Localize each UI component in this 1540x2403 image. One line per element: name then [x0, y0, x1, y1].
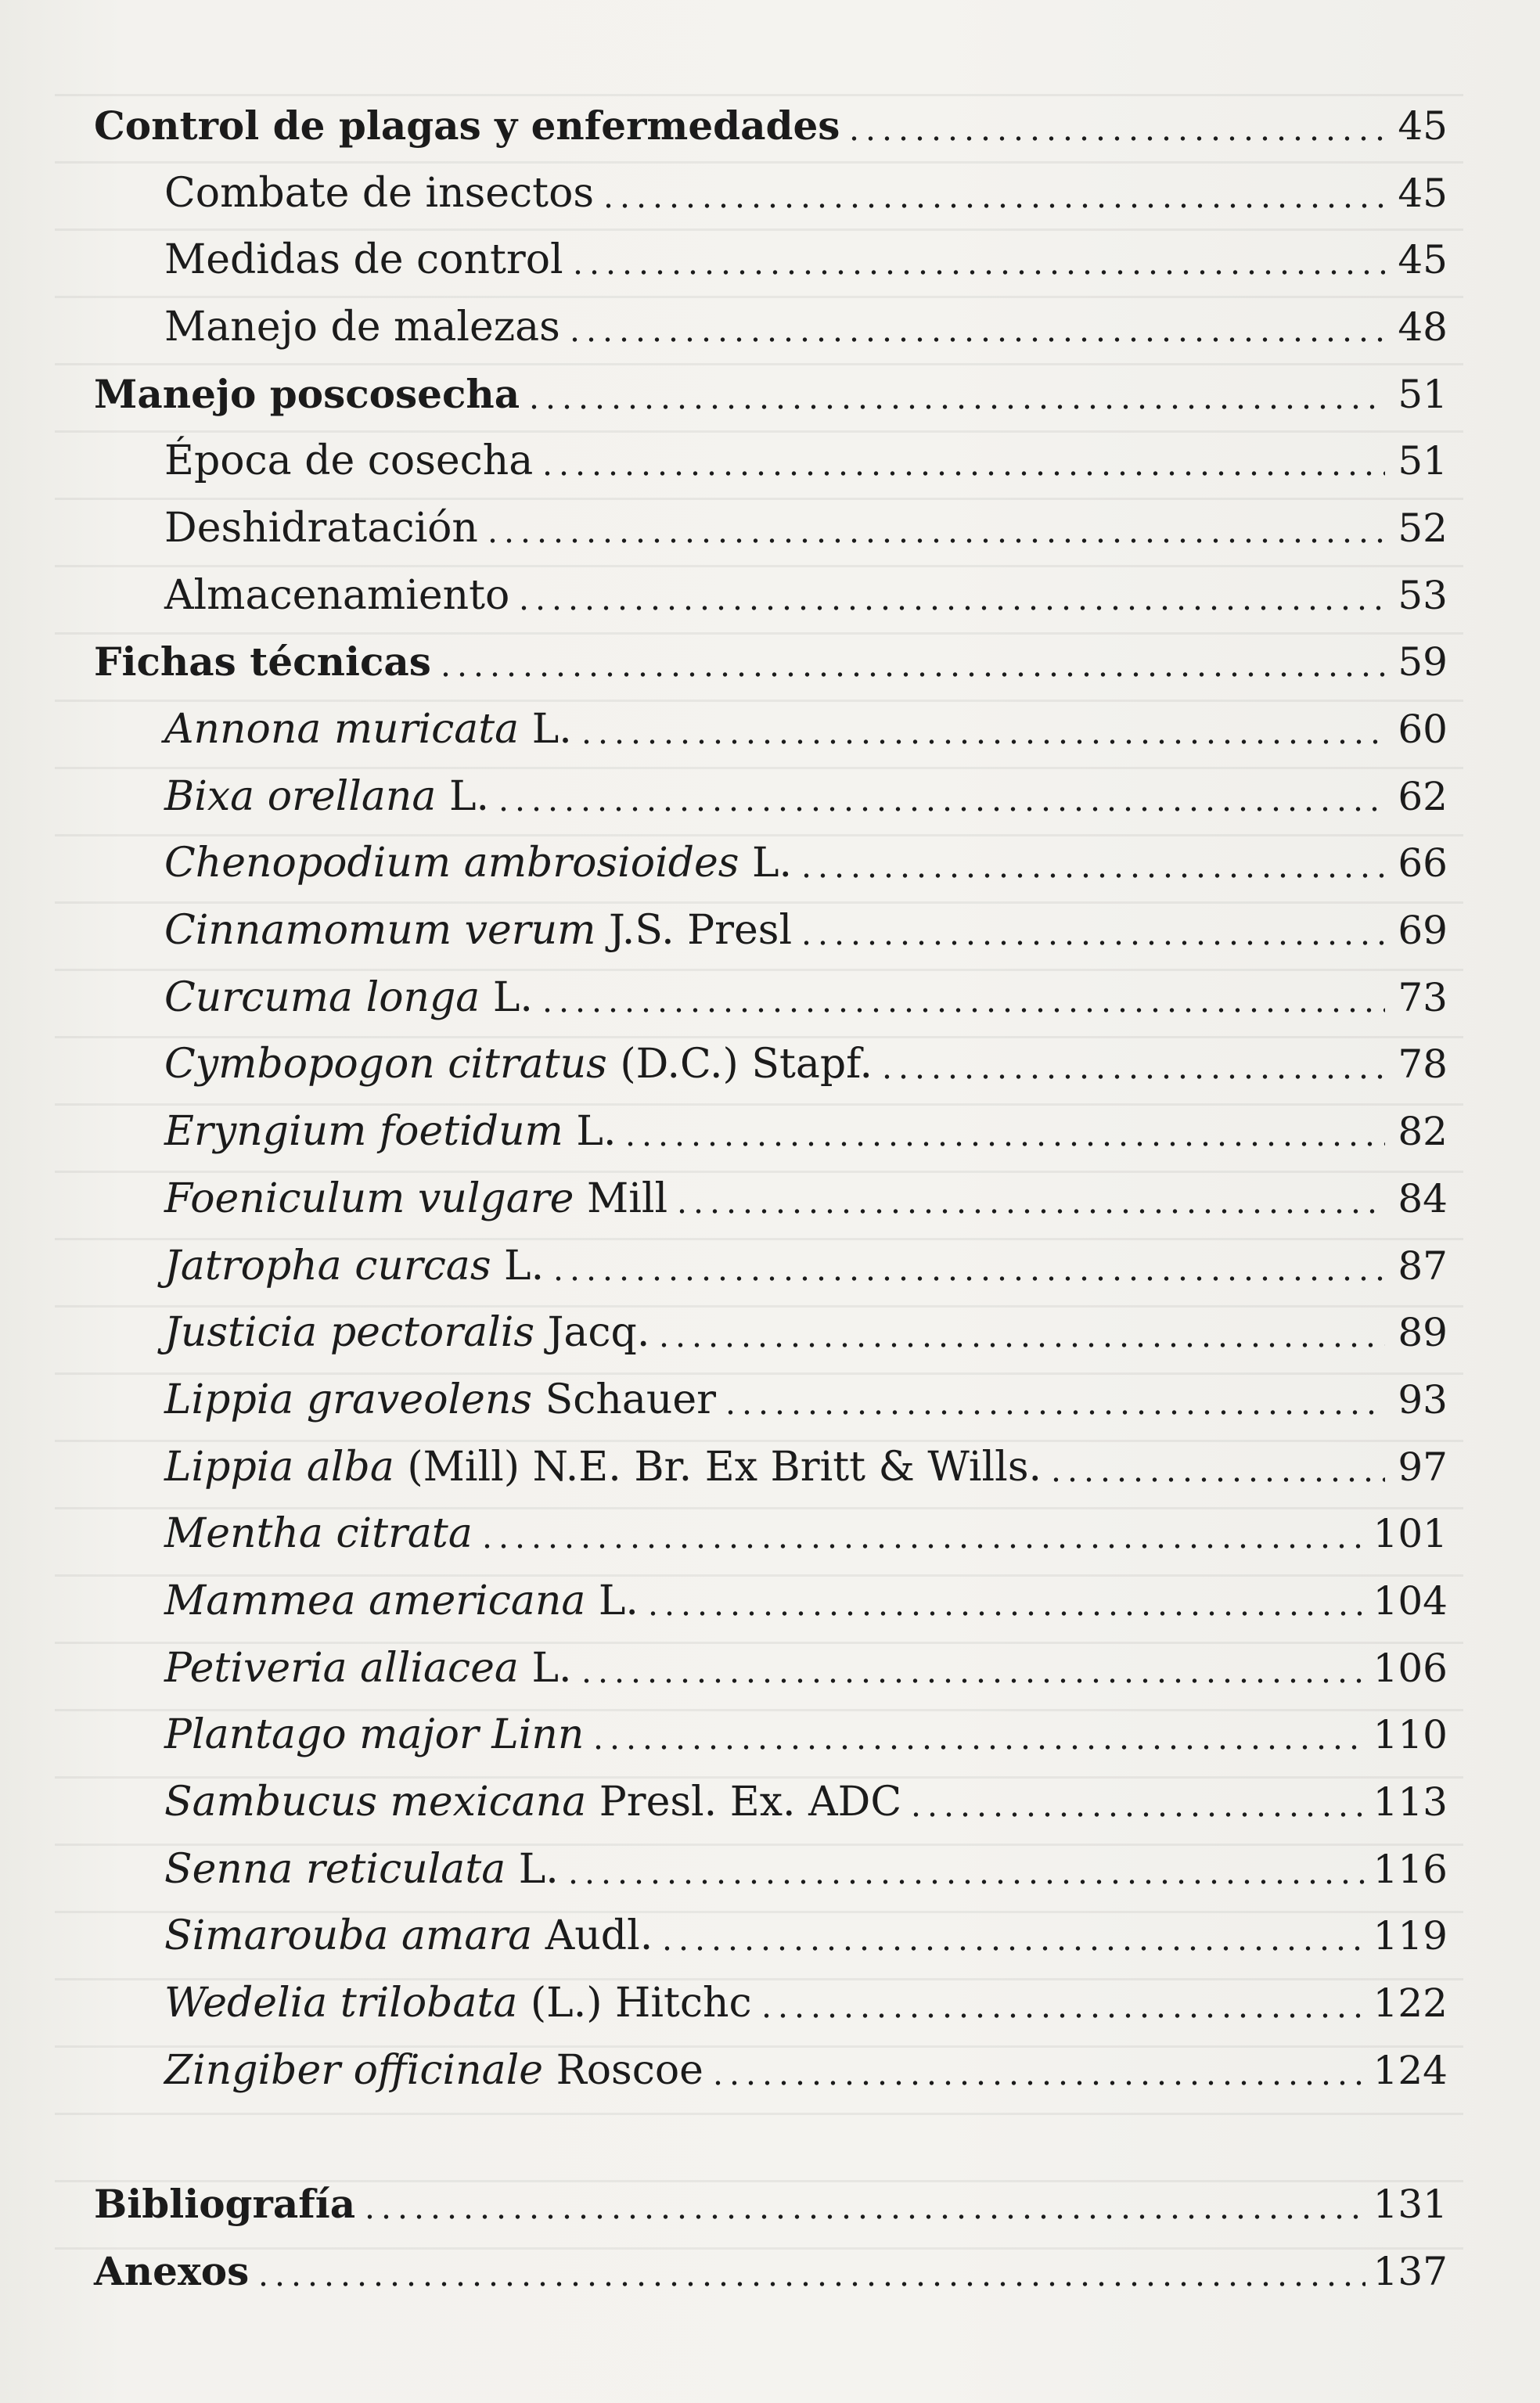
species-author: J.S. Presl	[609, 907, 793, 955]
toc-page-number: 116	[1373, 1846, 1448, 1892]
toc-entry-title	[94, 706, 572, 754]
toc-entry-title: Fichas técnicas	[94, 639, 431, 685]
toc-entry-title: Manejo poscosecha	[94, 370, 520, 417]
toc-section-anexos[interactable]	[94, 2238, 1448, 2305]
toc-section-manejo-poscosecha[interactable]	[94, 361, 1448, 428]
toc-page-number: 52	[1398, 505, 1448, 551]
toc-item[interactable]	[94, 160, 1448, 227]
toc-entry-title: Medidas de control	[164, 236, 563, 284]
toc-page-number: 82	[1398, 1109, 1448, 1155]
species-name: Mentha citrata	[164, 1510, 473, 1558]
species-name: Zingiber officinale	[164, 2046, 544, 2094]
toc-entry-title	[94, 1443, 1042, 1491]
toc-page-number: 122	[1373, 1980, 1448, 2027]
toc-page-number: 101	[1373, 1511, 1448, 1557]
species-name: Annona muricata	[164, 706, 520, 754]
toc-item[interactable]	[94, 293, 1448, 361]
toc-species-item[interactable]	[94, 1500, 1448, 1567]
toc-entry-title: Control de plagas y enfermedades	[94, 102, 840, 149]
species-author: L.	[598, 1577, 639, 1624]
toc-entry-title	[94, 1041, 873, 1088]
dot-leader	[437, 642, 1385, 682]
species-author: Roscoe	[556, 2046, 703, 2094]
toc-page-number: 137	[1373, 2249, 1448, 2295]
toc-page-number: 97	[1398, 1444, 1448, 1490]
species-name: Lippia graveolens	[164, 1376, 533, 1423]
dot-leader	[526, 374, 1385, 415]
toc-item[interactable]	[94, 427, 1448, 495]
toc-species-item[interactable]	[94, 1098, 1448, 1165]
toc-page-number: 60	[1398, 707, 1448, 753]
toc-page-number: 124	[1373, 2047, 1448, 2093]
species-author: L.	[531, 706, 572, 754]
toc-entry-title: Manejo de malezas	[164, 303, 560, 351]
toc-entry-title	[94, 1577, 639, 1624]
species-name: Plantago major Linn	[164, 1711, 585, 1759]
toc-entry-title: Combate de insectos	[164, 169, 595, 217]
dot-leader	[570, 239, 1385, 280]
dot-leader	[479, 1513, 1365, 1554]
toc-page-number: 78	[1398, 1041, 1448, 1088]
dot-leader	[495, 776, 1385, 817]
species-author: L.	[504, 1242, 545, 1290]
toc-item[interactable]	[94, 226, 1448, 293]
species-name: Mammea americana	[164, 1577, 586, 1624]
toc-entry-title	[94, 840, 793, 887]
toc-entry-title	[94, 1845, 559, 1893]
toc-page-number: 110	[1373, 1712, 1448, 1758]
toc-page-number: 119	[1373, 1913, 1448, 1959]
toc-species-item[interactable]	[94, 1434, 1448, 1501]
dot-leader	[516, 575, 1385, 616]
toc-page-number: 62	[1398, 773, 1448, 819]
toc-entry-title: Almacenamiento	[164, 571, 510, 619]
toc-species-item[interactable]	[94, 1970, 1448, 2037]
species-author: Jacq.	[547, 1309, 650, 1357]
dot-leader	[798, 843, 1385, 883]
toc-page-number: 104	[1373, 1577, 1448, 1624]
dot-leader	[656, 1312, 1385, 1353]
dot-leader	[550, 1246, 1385, 1286]
dot-leader	[908, 1782, 1365, 1822]
species-name: Cymbopogon citratus	[164, 1041, 607, 1088]
species-author: (L.) Hitchc	[530, 1980, 752, 2027]
toc-entry-title	[94, 907, 793, 955]
species-name: Chenopodium ambrosioides	[164, 840, 739, 887]
toc-section-control-plagas[interactable]	[94, 92, 1448, 160]
species-author: L.	[576, 1108, 617, 1156]
species-name: Sambucus mexicana	[164, 1779, 587, 1826]
dot-leader	[659, 1916, 1365, 1956]
toc-item[interactable]	[94, 495, 1448, 562]
toc-page-number: 45	[1398, 170, 1448, 216]
table-of-contents	[94, 92, 1448, 2305]
toc-species-item[interactable]	[94, 964, 1448, 1031]
dot-leader	[539, 977, 1385, 1018]
toc-section-fichas-tecnicas[interactable]	[94, 629, 1448, 696]
species-name: Senna reticulata	[164, 1845, 506, 1893]
species-name: Lippia alba	[164, 1443, 394, 1491]
toc-page-number: 51	[1398, 371, 1448, 417]
dot-leader	[846, 106, 1385, 146]
toc-entry-title	[94, 1912, 653, 1960]
toc-page-number: 131	[1373, 2182, 1448, 2228]
toc-entry-title: Bibliografía	[94, 2181, 356, 2228]
dot-leader	[722, 1380, 1385, 1420]
species-author: L.	[518, 1845, 559, 1893]
toc-page-number: 84	[1398, 1175, 1448, 1221]
toc-page-number: 87	[1398, 1243, 1448, 1289]
toc-page-number: 51	[1398, 438, 1448, 484]
toc-entry-title	[94, 1175, 668, 1222]
toc-species-item[interactable]	[94, 1031, 1448, 1099]
toc-page-number: 45	[1398, 237, 1448, 283]
toc-species-item[interactable]	[94, 1567, 1448, 1635]
section-spacer	[94, 2104, 1448, 2171]
toc-entry-title: Deshidratación	[164, 504, 478, 552]
species-name: Cinnamomum verum	[164, 907, 596, 955]
dot-leader	[578, 1648, 1365, 1689]
dot-leader	[798, 910, 1385, 951]
dot-leader	[674, 1178, 1385, 1219]
species-name: Simarouba amara	[164, 1912, 533, 1960]
dot-leader	[590, 1714, 1365, 1755]
toc-species-item[interactable]	[94, 1165, 1448, 1232]
dot-leader	[622, 1111, 1385, 1152]
dot-leader	[710, 2050, 1365, 2091]
toc-entry-title	[94, 1108, 617, 1156]
dot-leader	[879, 1044, 1385, 1085]
toc-page-number: 93	[1398, 1376, 1448, 1423]
species-name: Wedelia trilobata	[164, 1980, 518, 2027]
toc-page-number: 106	[1373, 1645, 1448, 1691]
toc-species-item[interactable]	[94, 897, 1448, 964]
dot-leader	[758, 1983, 1365, 2023]
toc-species-item[interactable]	[94, 1836, 1448, 1903]
toc-entry-title	[94, 2046, 703, 2094]
species-name: Bixa orellana	[164, 772, 437, 820]
toc-entry-title	[94, 772, 489, 820]
toc-page-number: 59	[1398, 639, 1448, 685]
toc-species-item[interactable]	[94, 1635, 1448, 1702]
species-author: (Mill) N.E. Br. Ex Britt & Wills.	[407, 1443, 1042, 1491]
dot-leader	[1048, 1447, 1385, 1487]
species-author: L.	[531, 1644, 572, 1692]
species-author: Presl. Ex. ADC	[599, 1779, 902, 1826]
toc-entry-title	[94, 1510, 473, 1558]
toc-species-item[interactable]	[94, 1768, 1448, 1836]
dot-leader	[362, 2184, 1365, 2225]
toc-entry-title	[94, 973, 533, 1021]
toc-page-number: 66	[1398, 840, 1448, 887]
toc-entry-title	[94, 1242, 545, 1290]
species-author: L.	[492, 973, 533, 1021]
dot-leader	[484, 508, 1385, 549]
toc-species-item[interactable]	[94, 1366, 1448, 1434]
toc-species-item[interactable]	[94, 830, 1448, 898]
dot-leader	[565, 1849, 1365, 1890]
toc-page-number: 45	[1398, 103, 1448, 149]
dot-leader	[600, 173, 1385, 214]
toc-species-item[interactable]	[94, 1903, 1448, 1970]
species-author: Mill	[586, 1175, 668, 1222]
toc-entry-title	[94, 1779, 902, 1826]
toc-item[interactable]	[94, 562, 1448, 629]
toc-entry-title: Época de cosecha	[164, 437, 534, 485]
dot-leader	[567, 307, 1385, 347]
dot-leader	[645, 1581, 1365, 1621]
dot-leader	[255, 2251, 1365, 2292]
toc-species-item[interactable]	[94, 763, 1448, 830]
toc-entry-title	[94, 1980, 752, 2027]
species-author: (D.C.) Stapf.	[620, 1041, 873, 1088]
species-author: L.	[751, 840, 793, 887]
species-name: Foeniculum vulgare	[164, 1175, 574, 1222]
toc-section-bibliografia[interactable]	[94, 2171, 1448, 2239]
species-name: Curcuma longa	[164, 973, 480, 1021]
toc-page-number: 89	[1398, 1310, 1448, 1356]
species-name: Jatropha curcas	[164, 1242, 491, 1290]
toc-entry-title	[94, 1376, 716, 1423]
toc-species-item[interactable]	[94, 2037, 1448, 2104]
species-author: L.	[448, 772, 489, 820]
toc-species-item[interactable]	[94, 696, 1448, 763]
toc-entry-title	[94, 1711, 585, 1759]
toc-page-number: 69	[1398, 908, 1448, 954]
toc-entry-title: Anexos	[94, 2248, 250, 2295]
toc-page-number: 48	[1398, 304, 1448, 350]
toc-species-item[interactable]	[94, 1232, 1448, 1300]
toc-entry-title	[94, 1309, 650, 1357]
species-name: Petiveria alliacea	[164, 1644, 519, 1692]
species-name: Justicia pectoralis	[164, 1309, 535, 1357]
species-name: Eryngium foetidum	[164, 1108, 563, 1156]
toc-species-item[interactable]	[94, 1299, 1448, 1366]
toc-page-number: 53	[1398, 572, 1448, 618]
dot-leader	[578, 709, 1385, 750]
species-author: Schauer	[545, 1376, 716, 1423]
toc-page-number: 113	[1373, 1779, 1448, 1826]
toc-species-item[interactable]	[94, 1702, 1448, 1769]
toc-page-number: 73	[1398, 974, 1448, 1020]
species-author: Audl.	[545, 1912, 653, 1960]
dot-leader	[539, 441, 1385, 481]
toc-entry-title	[94, 1644, 572, 1692]
